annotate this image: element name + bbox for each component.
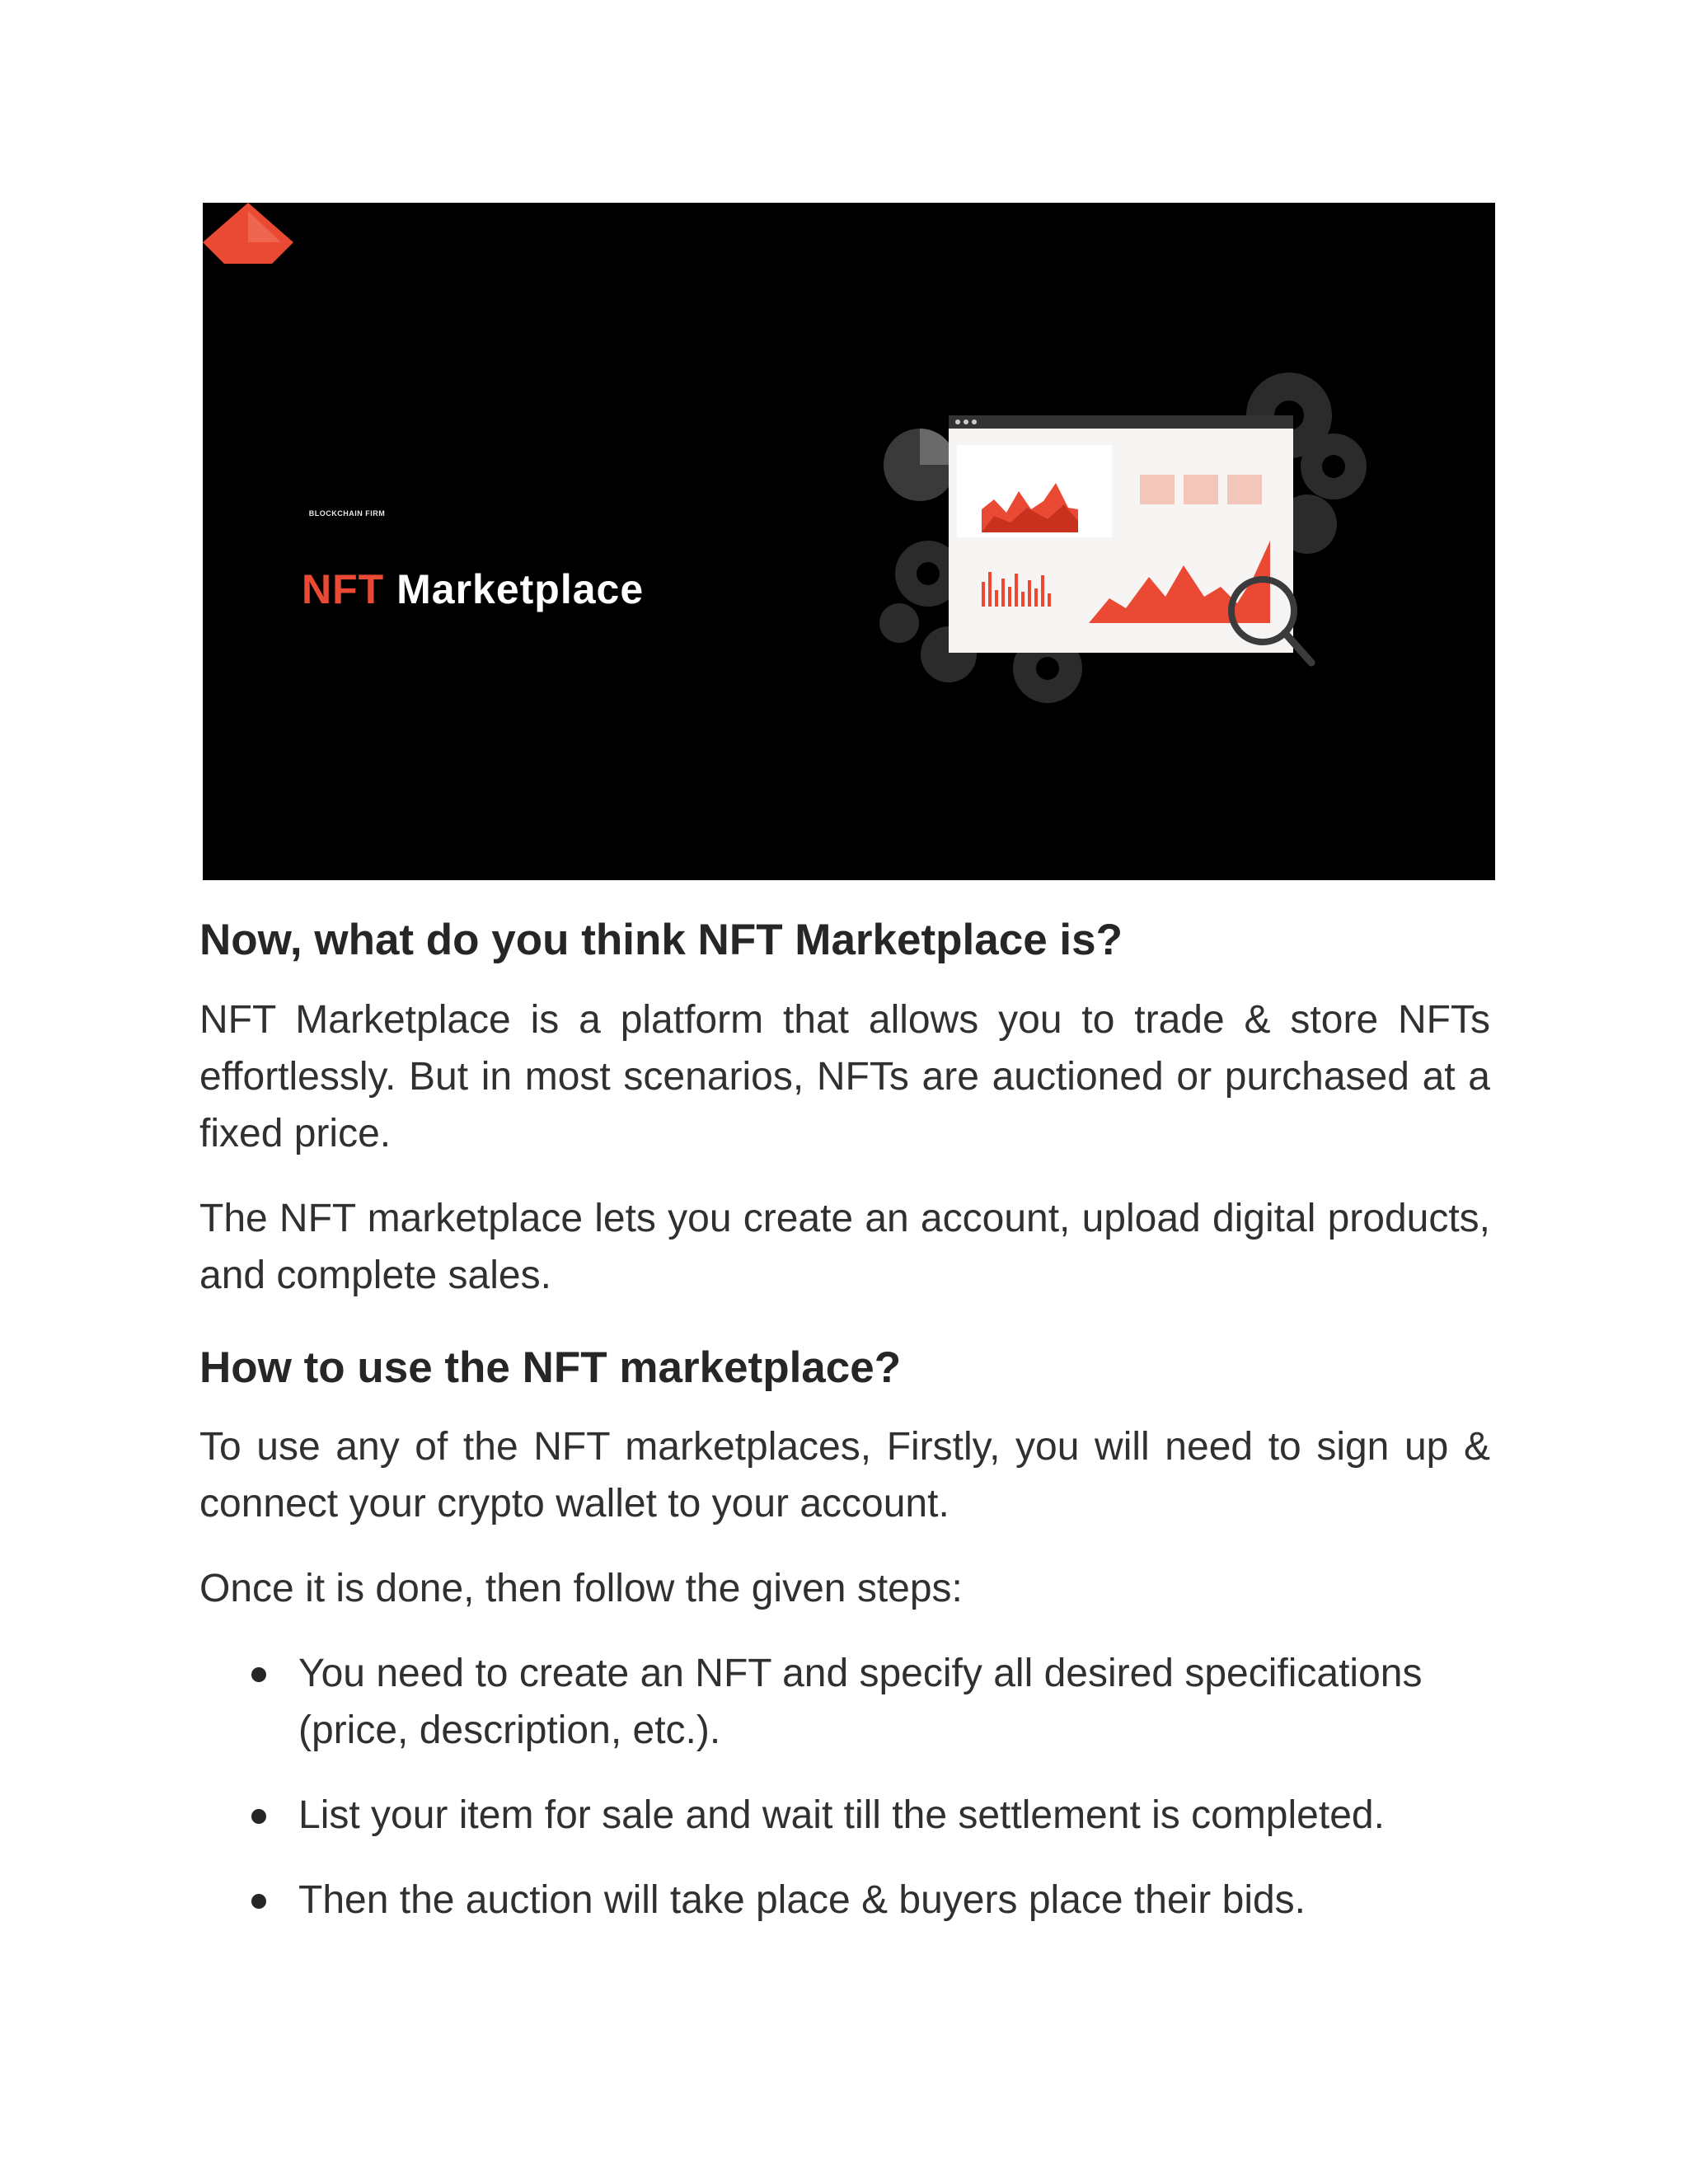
- section-heading-how-to: How to use the NFT marketplace?: [199, 1343, 902, 1392]
- list-item: [199, 1645, 1490, 1759]
- steps-list: [199, 1645, 1490, 1929]
- list-item: [199, 1872, 1490, 1929]
- list-item-text: Then the auction will take place & buyers place their bids.: [298, 1878, 1306, 1923]
- banner-title: [302, 565, 644, 613]
- article-body: [199, 911, 1490, 1957]
- paragraph-features: The NFT marketplace lets you create an account, upload digital products, and complete sales.: [199, 1196, 1490, 1297]
- section-heading-what-is: Now, what do you think NFT Marketplace is?: [199, 916, 1123, 964]
- hero-banner-image: [203, 203, 1495, 880]
- list-item-text: You need to create an NFT and specify all desired specifications (price, description, etc.).: [298, 1652, 1423, 1753]
- bullet-icon: [251, 1809, 266, 1824]
- brand-caption: BLOCKCHAIN FIRM: [308, 509, 386, 518]
- banner-title-highlight: NFT: [302, 566, 385, 612]
- analytics-dashboard-icon: [203, 203, 1495, 880]
- blockchain-firm-logo: [203, 203, 293, 264]
- list-item: [199, 1787, 1490, 1844]
- paragraph-steps-intro: Once it is done, then follow the given steps:: [199, 1567, 963, 1611]
- list-item-text: List your item for sale and wait till the settlement is completed.: [298, 1793, 1385, 1838]
- banner-title-text: Marketplace: [396, 566, 645, 612]
- paragraph-definition: NFT Marketplace is a platform that allows you to trade & store NFTs effortlessly. But in most scenarios, NFTs are auctioned or purchased at a fixed price.: [199, 997, 1490, 1155]
- paragraph-signup: To use any of the NFT marketplaces, Firstly, you will need to sign up & connect your crypto wallet to your account.: [199, 1425, 1490, 1526]
- bullet-icon: [251, 1667, 266, 1682]
- bullet-icon: [251, 1894, 266, 1909]
